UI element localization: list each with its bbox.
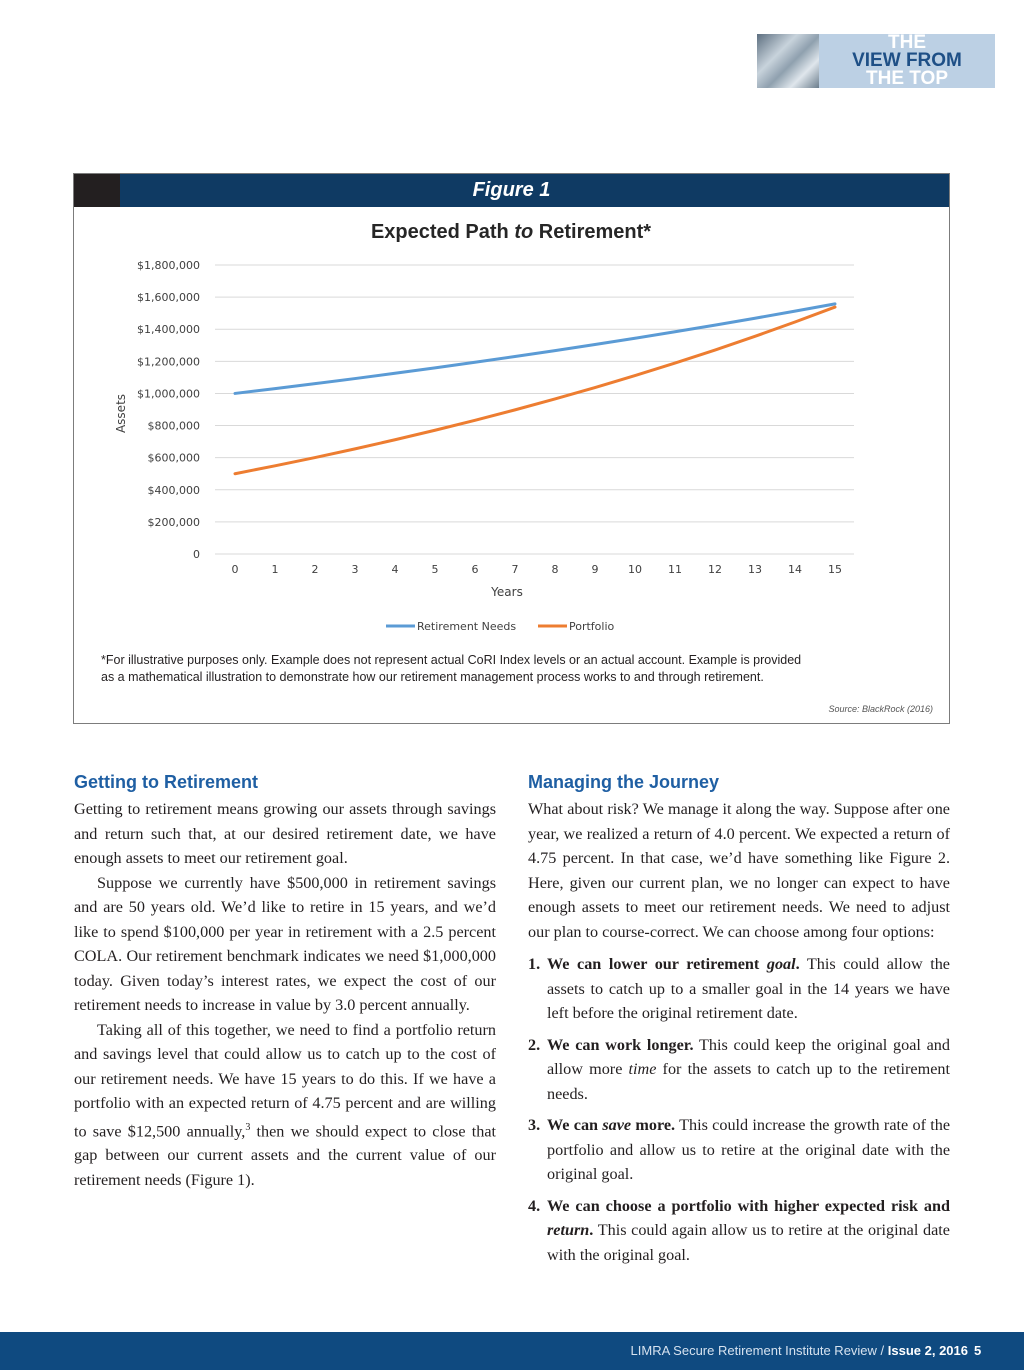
logo-line-2: VIEW FROM (852, 50, 962, 71)
x-tick-label: 4 (391, 563, 399, 576)
list-lead (547, 1116, 675, 1134)
x-tick-label: 5 (431, 563, 439, 576)
figure-source: Source: BlackRock (2016) (828, 704, 933, 714)
x-axis-label: Years (491, 585, 523, 599)
logo-line-1: THE (888, 32, 926, 53)
list-text: This could again allow us to retire at the original date with the original goal. (547, 1221, 950, 1264)
lead-text: We can lower our retirement (547, 955, 767, 973)
section-heading-getting-to-retirement: Getting to Retirement (74, 772, 259, 792)
legend-label: Portfolio (569, 620, 615, 633)
paragraph: What about risk? We manage it along the way. Suppose after one year, we realized a return of 4.0 percent. We expected a return of 4.75 percent. In that case, we’d have something like Figure 2. Here, given our current plan, we no longer can expect to have enough assets to meet our retirement needs. We need to adjust our plan to course-correct. We can choose among four options: (528, 800, 950, 941)
lead-emphasis: save (602, 1116, 632, 1134)
x-tick-label: 6 (471, 563, 479, 576)
figure-note-line-1: *For illustrative purposes only. Example does not represent actual CoRI Index levels or an actual account. Example is provided (101, 653, 802, 667)
building-photo (757, 34, 819, 88)
figure-note-line-2: as a mathematical illustration to demonstrate how our retirement management process works to and through retirement. (101, 670, 764, 684)
x-tick-label: 13 (748, 563, 762, 576)
x-tick-label: 11 (668, 563, 682, 576)
x-tick-label: 8 (551, 563, 559, 576)
x-tick-label: 9 (591, 563, 599, 576)
x-tick-label: 2 (311, 563, 319, 576)
list-text: This could allow the assets to catch up to a smaller goal in the 14 years we have left before the original retirement date. (547, 955, 950, 1022)
chart-title (371, 221, 651, 243)
list-item (528, 1033, 950, 1107)
y-tick-label: $1,000,000 (137, 387, 200, 401)
y-tick-label: $1,400,000 (137, 323, 200, 337)
footer-publication (631, 1343, 968, 1358)
list-item (528, 1194, 950, 1268)
list-number: 2. (528, 1035, 541, 1054)
list-number: 1. (528, 955, 541, 973)
lead-text: more. (631, 1116, 676, 1134)
x-tick-label: 10 (628, 563, 642, 576)
figure-header-bar (74, 174, 949, 207)
list-emphasis: time (628, 1060, 657, 1078)
logo-line-3: THE TOP (866, 68, 948, 89)
figure-1 (73, 173, 950, 724)
page-footer (0, 1332, 1024, 1370)
x-tick-label: 7 (511, 563, 519, 576)
y-tick-label: 0 (193, 548, 200, 561)
y-tick-label: $1,200,000 (137, 355, 200, 369)
list-text: for the assets to catch up to the retirement needs. (547, 1060, 950, 1103)
x-tick-label: 3 (351, 563, 359, 576)
figure-note (101, 652, 921, 686)
paragraph-text: then we should expect to close that gap between our current assets and the current value of our retirement needs (Figure 1). (74, 1121, 497, 1189)
figure-label: Figure 1 (472, 179, 551, 201)
list-item (528, 1113, 950, 1187)
y-tick-label: $1,800,000 (137, 259, 200, 272)
options-list (528, 952, 950, 1267)
footnote-marker: 3 (245, 1121, 251, 1133)
paragraph-text: Taking all of this together, we need to find a portfolio return and savings level that could allow us to catch up to the cost of our retirement needs. We have 15 years to do this. If we have a portfolio with an expected return of 4.75 percent and are willing to save $12,500 annually, (74, 1020, 496, 1140)
series-line-retirement-needs (235, 304, 835, 394)
footer-publication-name: LIMRA Secure Retirement Institute Review / (630, 1343, 888, 1358)
lead-emphasis: return (547, 1221, 590, 1239)
paragraph (74, 1018, 496, 1193)
lead-text: We can (547, 1116, 603, 1134)
list-number: 3. (528, 1116, 541, 1134)
y-axis-label: Assets (114, 393, 128, 434)
y-tick-label: $600,000 (147, 451, 200, 465)
list-lead (547, 955, 800, 973)
y-tick-label: $800,000 (147, 419, 200, 433)
x-tick-label: 15 (828, 563, 842, 576)
paragraph: Getting to retirement means growing our assets through savings and return such that, at our desired retirement date, we have enough assets to meet our retirement goal. (74, 800, 496, 867)
view-from-the-top-logo (757, 34, 995, 88)
list-lead: We can work longer. (547, 1035, 694, 1054)
logo-text (819, 34, 995, 88)
right-column (528, 770, 950, 1274)
x-tick-label: 14 (788, 563, 802, 576)
list-text: This could increase the growth rate of the portfolio and allow us to retire at the original date with the original goal. (547, 1116, 951, 1183)
series-line-portfolio (235, 307, 835, 474)
line-chart (74, 207, 949, 647)
lead-text: . (795, 955, 800, 973)
chart-title-part: Retirement* (533, 221, 652, 243)
left-column (74, 770, 496, 1192)
lead-text: . (589, 1221, 594, 1239)
x-tick-label: 1 (271, 563, 279, 576)
y-tick-label: $200,000 (147, 515, 200, 529)
lead-emphasis: goal (766, 955, 796, 973)
legend-label: Retirement Needs (417, 620, 517, 633)
chart-title-part: Expected Path (370, 221, 515, 243)
list-item (528, 952, 950, 1026)
chart-title-italic: to (514, 221, 534, 243)
y-tick-label: $400,000 (147, 483, 200, 497)
list-number: 4. (528, 1196, 541, 1215)
y-tick-label: $1,600,000 (137, 291, 200, 305)
paragraph: Suppose we currently have $500,000 in retirement savings and are 50 years old. We’d like to retire in 15 years, and we’d like to spend $100,000 per year in retirement with a 2.5 percent COLA. Our retirement benchmark indicates we need $1,000,000 today. Given today’s interest rates, we expect the cost of our retirement needs to increase in value by 3.0 percent annually. (74, 873, 496, 1014)
section-heading-managing-the-journey: Managing the Journey (528, 772, 720, 792)
page-number: 5 (974, 1343, 982, 1358)
lead-text: We can choose a portfolio with higher expected risk and (547, 1196, 950, 1215)
footer-issue: Issue 2, 2016 (887, 1343, 968, 1358)
list-text: This could keep the original goal and allow more (547, 1035, 950, 1078)
x-tick-label: 0 (231, 563, 239, 576)
x-tick-label: 12 (708, 563, 722, 576)
